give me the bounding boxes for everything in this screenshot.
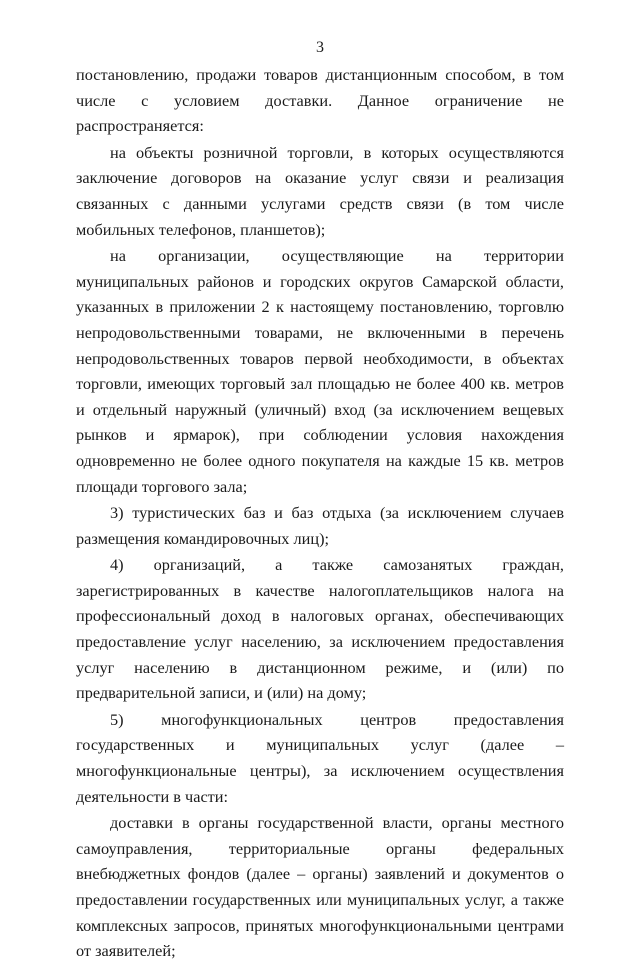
paragraph: на объекты розничной торговли, в которых осуществляются заключение договоров на оказание услуг связи и реализация связанных с данными услугами средств связи (в том числе мобильных телефонов, планшетов); bbox=[76, 142, 564, 239]
paragraph: доставки в органы государственной власти, органы местного самоуправления, территориальные органы федеральных внебюджетных фондов (далее – органы) заявлений и документов о предоставлении государственных или муниципальных услуг, а также комплексных запросов, принятых многофункциональными центрами от заявителей; bbox=[76, 813, 564, 961]
paragraph: 3) туристических баз и баз отдыха (за исключением случаев размещения командировочных лиц); bbox=[76, 503, 564, 548]
paragraph: на организации, осуществляющие на территории муниципальных районов и городских округов Самарской области, указанных в приложении 2 к настоящему постановлению, торговлю непродовольственными товарами, не включенными в перечень непродовольственных товаров первой необходимости, в объектах торговли, имеющих торговый зал площадью не более 400 кв. метров и отдельный наружный (уличный) вход (за исключением вещевых рынков и ярмарок), при соблюдении условия нахождения одновременно не более одного покупателя на каждые 15 кв. метров площади торгового зала; bbox=[76, 246, 564, 496]
page-number: 3 bbox=[316, 39, 324, 56]
paragraph: 4) организаций, а также самозанятых граждан, зарегистрированных в качестве налогоплательщиков налога на профессиональный доход в налоговых органах, обеспечивающих предоставление услуг населению, за исключением предоставления услуг населению в дистанционном режиме, и (или) по предварительной записи, и (или) на дому; bbox=[76, 555, 564, 703]
paragraph: 5) многофункциональных центров предоставления государственных и муниципальных услуг (далее – многофункциональные центры), за исключением осуществления деятельности в части: bbox=[76, 709, 564, 806]
paragraph: постановлению, продажи товаров дистанционным способом, в том числе с условием доставки. Данное ограничение не распространяется: bbox=[76, 65, 564, 136]
document-body bbox=[76, 62, 564, 965]
